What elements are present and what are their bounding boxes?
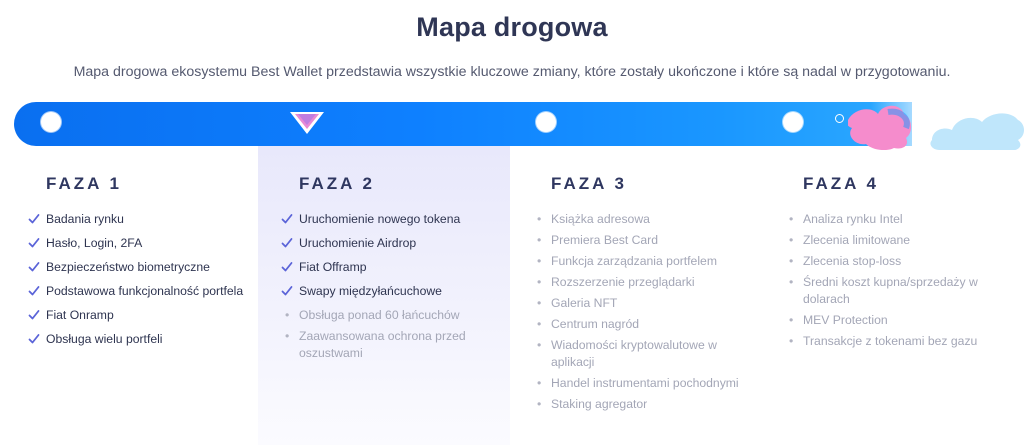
phase-item-label: Uruchomienie Airdrop — [299, 236, 417, 250]
phase-item-label: Premiera Best Card — [551, 233, 659, 247]
phase-item-label: Bezpieczeństwo biometryczne — [46, 260, 210, 274]
timeline-dot-phase-3 — [536, 112, 556, 132]
phase-item-pending — [537, 253, 741, 270]
phase-item-label: Hasło, Login, 2FA — [46, 236, 143, 250]
phase-item-pending — [789, 274, 1003, 308]
phase-column-1 — [46, 174, 251, 355]
phase-item-done — [28, 211, 251, 228]
phase-item-label: Badania rynku — [46, 212, 124, 226]
phase-item-list — [551, 211, 741, 413]
phase-item-label: Fiat Onramp — [46, 308, 114, 322]
timeline-dot-phase-1 — [41, 112, 61, 132]
phase-item-list — [803, 211, 1003, 350]
phase-item-label: Uruchomienie nowego tokena — [299, 212, 461, 226]
page-subtitle: Mapa drogowa ekosystemu Best Wallet przedstawia wszystkie kluczowe zmiany, które zostały ukończone i które są nadal w przygotowaniu. — [73, 64, 951, 80]
phase-item-pending — [537, 211, 741, 228]
phase-item-label: Handel instrumentami pochodnymi — [551, 376, 739, 390]
phase-item-done — [28, 259, 251, 276]
phase-item-pending — [537, 274, 741, 291]
phase-title: FAZA 3 — [551, 174, 627, 193]
phase-item-pending — [285, 307, 499, 324]
decorative-blobs-icon — [848, 100, 1024, 150]
phase-item-done — [28, 235, 251, 252]
check-icon — [28, 332, 40, 346]
phase-item-label: Obsługa ponad 60 łańcuchów — [299, 308, 460, 322]
check-icon — [281, 236, 293, 250]
timeline-dot-phase-4 — [783, 112, 803, 132]
phase-item-pending — [285, 328, 499, 362]
phase-item-label: Podstawowa funkcjonalność portfela — [46, 284, 244, 298]
phase-item-label: Zlecenia limitowane — [803, 233, 911, 247]
phase-item-pending — [789, 333, 1003, 350]
phase-item-done — [281, 235, 499, 252]
phase-item-done — [28, 307, 251, 324]
phase-item-label: MEV Protection — [803, 313, 888, 327]
phase-item-label: Analiza rynku Intel — [803, 212, 903, 226]
phase-title: FAZA 1 — [46, 174, 122, 193]
phase-item-label: Galeria NFT — [551, 296, 618, 310]
phase-item-done — [281, 211, 499, 228]
check-icon — [281, 284, 293, 298]
phase-item-label: Zaawansowana ochrona przed oszustwami — [299, 329, 466, 360]
phase-item-done — [281, 259, 499, 276]
timeline-small-ring — [835, 114, 844, 123]
phase-item-label: Staking agregator — [551, 397, 648, 411]
phase-item-label: Funkcja zarządzania portfelem — [551, 254, 717, 268]
check-icon — [28, 260, 40, 274]
active-phase-marker-icon — [288, 110, 326, 138]
phase-item-label: Rozszerzenie przeglądarki — [551, 275, 695, 289]
phase-item-label: Swapy międzyłańcuchowe — [299, 284, 442, 298]
phase-item-list — [46, 211, 251, 348]
phase-item-label: Książka adresowa — [551, 212, 650, 226]
phase-item-label: Centrum nagród — [551, 317, 640, 331]
phase-item-pending — [537, 316, 741, 333]
phase-column-4 — [803, 174, 1003, 354]
phase-item-pending — [537, 396, 741, 413]
phase-item-pending — [537, 295, 741, 312]
phase-item-done — [28, 283, 251, 300]
phase-title: FAZA 4 — [803, 174, 879, 193]
phase-item-done — [281, 283, 499, 300]
check-icon — [28, 212, 40, 226]
check-icon — [28, 284, 40, 298]
phase-item-list — [299, 211, 499, 362]
phase-item-pending — [537, 337, 741, 371]
phase-item-pending — [537, 375, 741, 392]
phase-item-done — [28, 331, 251, 348]
check-icon — [281, 260, 293, 274]
phase-item-pending — [789, 253, 1003, 270]
phase-item-pending — [789, 312, 1003, 329]
phase-item-label: Obsługa wielu portfeli — [46, 332, 163, 346]
check-icon — [281, 212, 293, 226]
check-icon — [28, 308, 40, 322]
phase-item-label: Wiadomości kryptowalutowe w aplikacji — [551, 338, 717, 369]
phase-title: FAZA 2 — [299, 174, 375, 193]
phase-column-3 — [551, 174, 741, 417]
phase-item-label: Zlecenia stop-loss — [803, 254, 902, 268]
phase-item-label: Fiat Offramp — [299, 260, 367, 274]
phase-column-2 — [299, 174, 499, 366]
phase-item-label: Transakcje z tokenami bez gazu — [803, 334, 978, 348]
phase-item-pending — [537, 232, 741, 249]
phase-item-label: Średni koszt kupna/sprzedaży w dolarach — [803, 275, 978, 306]
phase-item-pending — [789, 232, 1003, 249]
page-title: Mapa drogowa — [416, 12, 608, 42]
check-icon — [28, 236, 40, 250]
phase-item-pending — [789, 211, 1003, 228]
